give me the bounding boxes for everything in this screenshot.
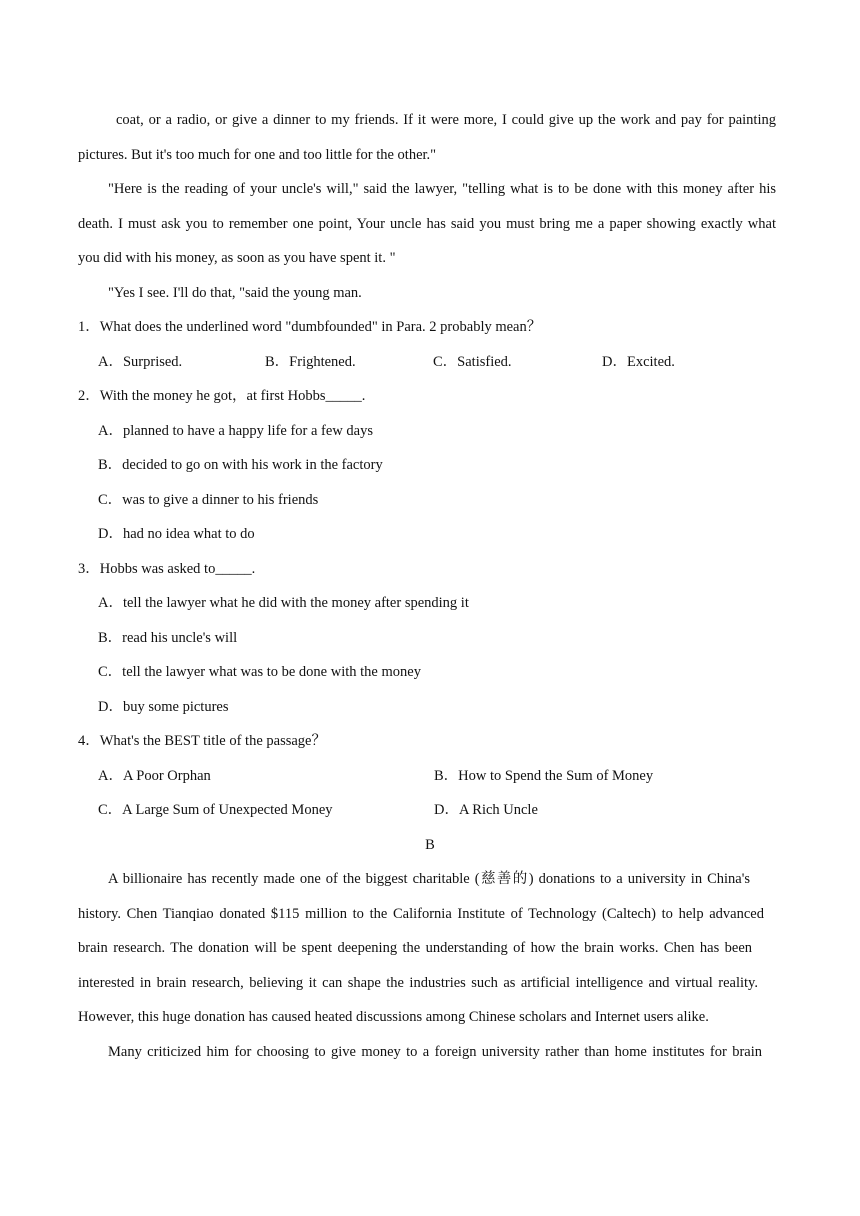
answer-option[interactable]: A．Surprised. <box>98 354 183 370</box>
passage-line: coat, or a radio, or give a dinner to my friends. If it were more, I could give up the work and pay for painting <box>116 112 776 128</box>
section-heading: B <box>425 837 435 853</box>
answer-option[interactable]: D．A Rich Uncle <box>434 802 538 818</box>
passage-line: Many criticized him for choosing to give money to a foreign university rather than home institutes for brain <box>108 1044 762 1060</box>
question-stem: 3．Hobbs was asked to_____. <box>78 561 256 577</box>
passage-line: However, this huge donation has caused heated discussions among Chinese scholars and Internet users alike. <box>78 1009 709 1025</box>
answer-option[interactable]: C．Satisfied. <box>433 354 512 370</box>
answer-option[interactable]: C．was to give a dinner to his friends <box>98 492 319 508</box>
answer-option[interactable]: D．buy some pictures <box>98 699 229 715</box>
answer-option[interactable]: A．A Poor Orphan <box>98 768 211 784</box>
answer-option[interactable]: D．Excited. <box>602 354 675 370</box>
answer-option[interactable]: B．How to Spend the Sum of Money <box>434 768 654 784</box>
question-stem: 4．What's the BEST title of the passage？ <box>78 733 326 749</box>
passage-line: death. I must ask you to remember one point, Your uncle has said you must bring me a paper showing exactly what <box>78 216 776 232</box>
answer-option[interactable]: A．tell the lawyer what he did with the money after spending it <box>98 595 469 611</box>
answer-option[interactable]: B．decided to go on with his work in the factory <box>98 457 383 473</box>
answer-option[interactable]: C．tell the lawyer what was to be done with the money <box>98 664 421 680</box>
passage-line: "Here is the reading of your uncle's will," said the lawyer, "telling what is to be done with this money after his <box>108 181 776 197</box>
passage-line: pictures. But it's too much for one and too little for the other." <box>78 147 437 163</box>
question-stem: 1．What does the underlined word "dumbfounded" in Para. 2 probably mean？ <box>78 319 542 335</box>
question-stem: 2．With the money he got，at first Hobbs_____. <box>78 388 366 404</box>
passage-line: you did with his money, as soon as you have spent it. " <box>78 250 396 266</box>
answer-option[interactable]: B．read his uncle's will <box>98 630 238 646</box>
answer-option[interactable]: B．Frightened. <box>265 354 356 370</box>
passage-line: A billionaire has recently made one of the biggest charitable (慈善的) donations to a university in China's <box>108 871 750 887</box>
passage-line: "Yes I see. I'll do that, "said the young man. <box>108 285 362 301</box>
answer-option[interactable]: D．had no idea what to do <box>98 526 255 542</box>
answer-option[interactable]: C．A Large Sum of Unexpected Money <box>98 802 333 818</box>
passage-line: interested in brain research, believing it can shape the industries such as artificial intelligence and virtual reality. <box>78 975 758 991</box>
passage-line: history. Chen Tianqiao donated $115 million to the California Institute of Technology (Caltech) to help advanced <box>78 906 764 922</box>
answer-option[interactable]: A．planned to have a happy life for a few days <box>98 423 373 439</box>
passage-line: brain research. The donation will be spent deepening the understanding of how the brain works. Chen has been <box>78 940 752 956</box>
